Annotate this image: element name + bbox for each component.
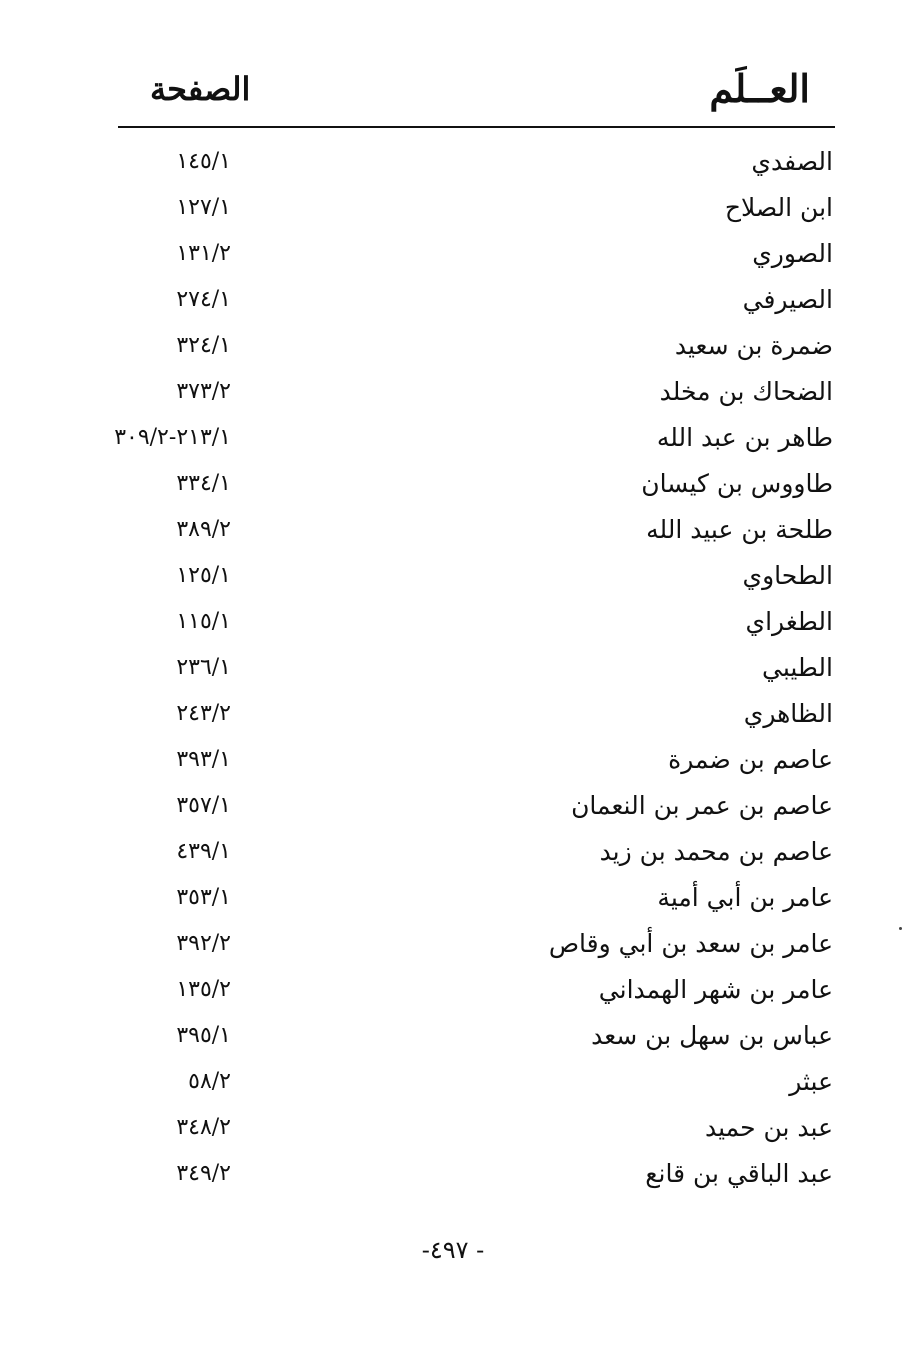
entry-page-ref: ٣٩٢/٢	[176, 931, 231, 956]
entry-page-ref: ٣٤٩/٢	[176, 1161, 231, 1186]
entry-name: عباس بن سهل بن سعد	[591, 1021, 833, 1050]
index-row	[118, 1062, 835, 1108]
index-row	[118, 648, 835, 694]
entry-name: الضحاك بن مخلد	[659, 377, 833, 406]
entry-name: الصوري	[752, 239, 833, 268]
index-row	[118, 694, 835, 740]
index-row	[118, 326, 835, 372]
index-row	[118, 1016, 835, 1062]
entry-name: الصيرفي	[742, 285, 833, 314]
page-number: - ٤٩٧-	[421, 1236, 485, 1264]
entry-page-ref: ١٤٥/١	[176, 149, 231, 174]
index-row	[118, 1108, 835, 1154]
entry-page-ref: ١٢٧/١	[176, 195, 231, 220]
index-row	[118, 924, 835, 970]
index-row	[118, 372, 835, 418]
entry-name: عامر بن سعد بن أبي وقاص	[548, 929, 833, 958]
entry-page-ref: ١٣٥/٢	[176, 977, 231, 1002]
entry-page-ref: ٣٥٣/١	[176, 885, 231, 910]
header-divider	[118, 126, 835, 128]
entry-page-ref: ٣٣٤/١	[176, 471, 231, 496]
entry-name: عبثر	[789, 1067, 833, 1096]
index-row	[118, 464, 835, 510]
entry-page-ref: ٢٤٣/٢	[176, 701, 231, 726]
entry-page-ref: ١١٥/١	[176, 609, 231, 634]
index-row	[118, 280, 835, 326]
entry-page-ref: ١٣١/٢	[176, 241, 231, 266]
entry-page-ref: ١٢٥/١	[176, 563, 231, 588]
index-row	[118, 188, 835, 234]
entry-name: عامر بن شهر الهمداني	[598, 975, 833, 1004]
entry-page-ref: ٢٧٤/١	[176, 287, 231, 312]
column-header-page: الصفحة	[150, 70, 251, 108]
entry-name: عبد بن حميد	[704, 1113, 833, 1142]
index-row	[118, 740, 835, 786]
index-row	[114, 418, 835, 464]
column-header-name: العــلَم	[709, 66, 810, 111]
entry-name: عاصم بن محمد بن زيد	[599, 837, 833, 866]
entry-page-ref: ٣٥٧/١	[176, 793, 231, 818]
index-row	[118, 556, 835, 602]
entry-name: عاصم بن عمر بن النعمان	[571, 791, 833, 820]
entry-page-ref: ٢١٣/١-٣٠٩/٢	[114, 425, 231, 450]
index-row	[118, 142, 835, 188]
entry-name: طاووس بن كيسان	[641, 469, 833, 498]
entry-page-ref: ٣٤٨/٢	[176, 1115, 231, 1140]
entry-name: الظاهري	[743, 699, 833, 728]
entry-name: طاهر بن عبد الله	[656, 423, 833, 452]
entry-page-ref: ٥٨/٢	[188, 1069, 231, 1094]
entry-page-ref: ٢٣٦/١	[176, 655, 231, 680]
entry-name: الطيبي	[762, 653, 833, 682]
index-row	[118, 602, 835, 648]
entry-name: الطغراي	[745, 607, 833, 636]
margin-speck	[899, 927, 902, 930]
entry-name: ابن الصلاح	[724, 193, 833, 222]
entry-page-ref: ٣٩٣/١	[176, 747, 231, 772]
entry-page-ref: ٣٩٥/١	[176, 1023, 231, 1048]
index-row	[118, 832, 835, 878]
index-row	[118, 234, 835, 280]
index-row	[118, 786, 835, 832]
entry-page-ref: ٤٣٩/١	[176, 839, 231, 864]
index-entries	[114, 142, 835, 1200]
entry-page-ref: ٣٢٤/١	[176, 333, 231, 358]
entry-name: الطحاوي	[742, 561, 833, 590]
entry-name: ضمرة بن سعيد	[674, 331, 833, 360]
index-row	[118, 878, 835, 924]
entry-name: عاصم بن ضمرة	[668, 745, 833, 774]
index-row	[118, 510, 835, 556]
entry-name: عبد الباقي بن قانع	[645, 1159, 833, 1188]
entry-page-ref: ٣٨٩/٢	[176, 517, 231, 542]
entry-name: عامر بن أبي أمية	[657, 883, 833, 912]
entry-page-ref: ٣٧٣/٢	[176, 379, 231, 404]
index-row	[118, 1154, 835, 1200]
index-row	[118, 970, 835, 1016]
entry-name: طلحة بن عبيد الله	[646, 515, 833, 544]
entry-name: الصفدي	[751, 147, 833, 176]
